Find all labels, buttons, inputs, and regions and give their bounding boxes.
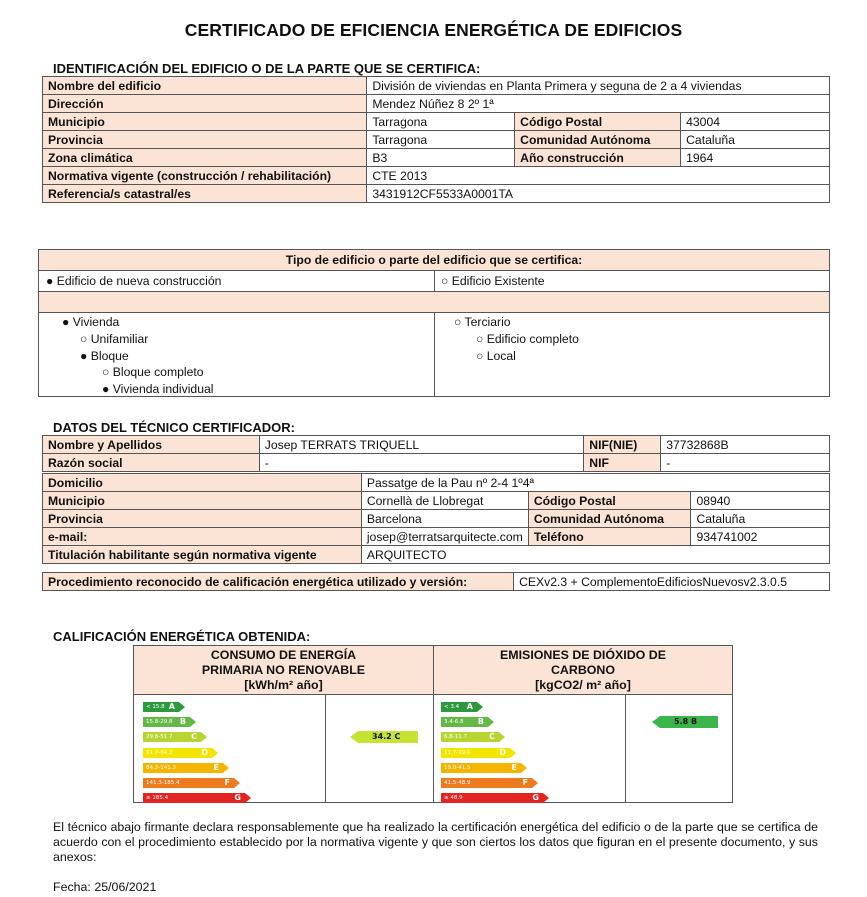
emisiones-bar-range: 3.4-6.8	[444, 719, 464, 726]
direccion-value: Mendez Núñez 8 2º 1ª	[367, 95, 830, 113]
tecnico-nombre-label: Nombre y Apellidos	[43, 436, 260, 454]
razon-social-value: -	[259, 454, 584, 472]
consumo-bar-letter: G	[234, 793, 241, 803]
anio-construccion-label: Año construcción	[515, 149, 681, 167]
consumo-bar-letter: B	[179, 717, 186, 727]
tecnico-cp-label: Código Postal	[528, 492, 691, 510]
razon-social-label: Razón social	[43, 454, 260, 472]
consumo-bar-range: < 15.8	[146, 704, 165, 710]
consumo-header	[133, 645, 434, 695]
opcion-terciario: ○ Terciario	[454, 315, 511, 329]
consumo-bar-b	[143, 717, 190, 727]
emisiones-bar-range: 41.5-48.9	[444, 780, 471, 786]
opcion-local: ○ Local	[476, 349, 516, 363]
anio-construccion-value: 1964	[681, 149, 830, 167]
nif-label: NIF	[584, 454, 661, 472]
tecnico-provincia-value: Barcelona	[361, 510, 528, 528]
nif-value: -	[661, 454, 830, 472]
consumo-rating-arrow: 34.2 C	[358, 731, 418, 743]
email-value[interactable]: josep@terratsarquitecte.com	[361, 528, 528, 546]
comunidad-label: Comunidad Autónoma	[515, 131, 681, 149]
emisiones-bar-letter: F	[522, 778, 528, 787]
emisiones-bar-tip	[521, 763, 527, 773]
email-label: e-mail:	[43, 528, 362, 546]
emisiones-bar-tip	[499, 732, 505, 742]
tipo-spacer-row	[38, 291, 830, 313]
calificacion-heading: CALIFICACIÓN ENERGÉTICA OBTENIDA:	[53, 629, 311, 644]
consumo-bar-c	[143, 732, 201, 742]
referencia-catastral-value: 3431912CF5533A0001TA	[367, 185, 830, 203]
opcion-bloque-completo: ○ Bloque completo	[102, 365, 204, 379]
tecnico-nombre-value: Josep TERRATS TRIQUELL	[259, 436, 584, 454]
consumo-bar-tip	[179, 702, 185, 712]
emisiones-title-line2: CARBONO	[550, 663, 616, 677]
consumo-title-line2: PRIMARIA NO RENOVABLE	[201, 663, 366, 677]
consumo-bar-range: 15.8-29.8	[146, 719, 173, 726]
declaracion-text: El técnico abajo firmante declara responsablemente que ha realizado la certificación energética del edificio o de la parte que se certifica de acuerdo con el procedimiento establecido por la normativa vigente y que son ciertos los datos que figuran en el presente documento, y sus anexos:	[53, 820, 818, 864]
emisiones-bar-f	[441, 778, 532, 788]
direccion-label: Dirección	[43, 95, 367, 113]
consumo-bar-tip	[234, 778, 240, 788]
emisiones-bar-tip	[532, 778, 538, 788]
opcion-unifamiliar: ○ Unifamiliar	[80, 332, 149, 346]
emisiones-bar-a	[441, 702, 477, 712]
emisiones-bar-letter: E	[511, 762, 517, 772]
consumo-bar-range: 51.7-84.2	[146, 749, 173, 756]
procedimiento-label: Procedimiento reconocido de calificación energética utilizado y versión:	[43, 573, 514, 591]
tecnico-table-top	[42, 435, 830, 472]
telefono-label: Teléfono	[528, 528, 691, 546]
titulacion-label: Titulación habilitante según normativa vigente	[43, 546, 362, 564]
consumo-bar-f	[143, 778, 234, 788]
emisiones-unit: [kgCO2/ m² año]	[535, 678, 631, 692]
consumo-bar-e	[143, 763, 223, 773]
emisiones-bar-letter: C	[489, 732, 495, 742]
emisiones-bar-tip	[543, 793, 549, 803]
opcion-vivienda: ● Vivienda	[62, 315, 120, 329]
codigo-postal-value: 43004	[681, 113, 830, 131]
emisiones-bar-letter: B	[477, 717, 484, 727]
opcion-bloque: ● Bloque	[80, 349, 129, 363]
comunidad-value: Cataluña	[681, 131, 830, 149]
procedimiento-value: CEXv2.3 + ComplementoEdificiosNuevosv2.3.0.5	[514, 573, 830, 591]
telefono-value: 934741002	[691, 528, 830, 546]
domicilio-label: Domicilio	[43, 474, 362, 492]
consumo-bar-letter: F	[224, 778, 230, 787]
consumo-bar-letter: D	[201, 747, 208, 757]
consumo-bar-letter: E	[213, 762, 219, 772]
tecnico-municipio-value: Cornellà de Llobregat	[361, 492, 528, 510]
emisiones-bar-tip	[477, 702, 483, 712]
emisiones-bar-range: 6.8-11.7	[444, 734, 467, 741]
emisiones-bar-g	[441, 793, 543, 803]
identificacion-table	[42, 76, 830, 203]
consumo-bar-range: ≥ 185.4	[146, 795, 169, 802]
tecnico-table-bottom	[42, 473, 830, 564]
opcion-nueva-construccion: ● Edificio de nueva construcción	[46, 274, 222, 288]
emisiones-bar-tip	[510, 748, 516, 758]
consumo-bar-range: 141.3-185.4	[146, 780, 180, 786]
codigo-postal-label: Código Postal	[515, 113, 681, 131]
emisiones-bar-b	[441, 717, 488, 727]
identificacion-heading: IDENTIFICACIÓN DEL EDIFICIO O DE LA PARTE QUE SE CERTIFICA:	[53, 61, 481, 76]
emisiones-bar-d	[441, 748, 510, 758]
zona-climatica-value: B3	[367, 149, 515, 167]
consumo-bar-letter: C	[191, 732, 197, 742]
consumo-result-cell	[325, 694, 434, 803]
consumo-bar-tip	[212, 748, 218, 758]
normativa-label: Normativa vigente (construcción / rehabilitación)	[43, 167, 367, 185]
consumo-bar-a	[143, 702, 179, 712]
consumo-bar-range: 84.2-141.3	[146, 764, 176, 771]
consumo-bar-tip	[223, 763, 229, 773]
consumo-bar-range: 29.8-51.7	[146, 734, 173, 741]
emisiones-bar-letter: A	[466, 702, 473, 711]
tecnico-provincia-label: Provincia	[43, 510, 362, 528]
nombre-edificio-label: Nombre del edificio	[43, 77, 367, 95]
emisiones-bar-range: < 3.4	[444, 704, 460, 710]
municipio-value: Tarragona	[367, 113, 515, 131]
page-title: CERTIFICADO DE EFICIENCIA ENERGÉTICA DE EDIFICIOS	[184, 20, 683, 40]
emisiones-bar-c	[441, 732, 499, 742]
emisiones-title-line1: EMISIONES DE DIÓXIDO DE	[500, 648, 666, 662]
nif-nie-value: 37732868B	[661, 436, 830, 454]
tecnico-comunidad-value: Cataluña	[691, 510, 830, 528]
emisiones-bar-letter: D	[499, 747, 506, 757]
opcion-edificio-completo: ○ Edificio completo	[476, 332, 579, 346]
tecnico-comunidad-label: Comunidad Autónoma	[528, 510, 691, 528]
tecnico-municipio-label: Municipio	[43, 492, 362, 510]
procedimiento-table	[42, 572, 830, 591]
emisiones-rating-arrow: 5.8 B	[660, 716, 718, 728]
titulacion-value: ARQUITECTO	[361, 546, 829, 564]
opcion-vivienda-individual: ● Vivienda individual	[102, 382, 214, 396]
emisiones-bar-tip	[488, 717, 494, 727]
emisiones-header	[433, 645, 733, 695]
nif-nie-label: NIF(NIE)	[584, 436, 661, 454]
tipo-edificio-heading: Tipo de edificio o parte del edificio que se certifica:	[38, 249, 830, 271]
consumo-title-line1: CONSUMO DE ENERGÍA	[210, 648, 357, 662]
referencia-catastral-label: Referencia/s catastral/es	[43, 185, 367, 203]
tecnico-cp-value: 08940	[691, 492, 830, 510]
consumo-bar-g	[143, 793, 245, 803]
opcion-edificio-existente: ○ Edificio Existente	[441, 274, 545, 288]
consumo-bar-tip	[201, 732, 207, 742]
nombre-edificio-value: División de viviendas en Planta Primera y seguna de 2 a 4 viviendas	[367, 77, 830, 95]
emisiones-bar-range: 11.7-19.0	[444, 749, 471, 756]
municipio-label: Municipio	[43, 113, 367, 131]
normativa-value: CTE 2013	[367, 167, 830, 185]
consumo-bar-tip	[245, 793, 251, 803]
consumo-bar-letter: A	[168, 702, 175, 711]
consumo-bar-tip	[190, 717, 196, 727]
consumo-bar-d	[143, 748, 212, 758]
consumo-unit: [kWh/m² año]	[244, 678, 323, 692]
emisiones-bar-range: ≥ 48.9	[444, 795, 463, 802]
provincia-label: Provincia	[43, 131, 367, 149]
provincia-value: Tarragona	[367, 131, 515, 149]
tecnico-heading: DATOS DEL TÉCNICO CERTIFICADOR:	[53, 420, 295, 435]
emisiones-bar-range: 19.0-41.5	[444, 764, 471, 771]
emisiones-bar-letter: G	[532, 793, 539, 803]
domicilio-value: Passatge de la Pau nº 2-4 1º4ª	[361, 474, 829, 492]
zona-climatica-label: Zona climática	[43, 149, 367, 167]
emisiones-bar-e	[441, 763, 521, 773]
emisiones-result-cell	[625, 694, 733, 803]
fecha-text: Fecha: 25/06/2021	[53, 880, 157, 894]
